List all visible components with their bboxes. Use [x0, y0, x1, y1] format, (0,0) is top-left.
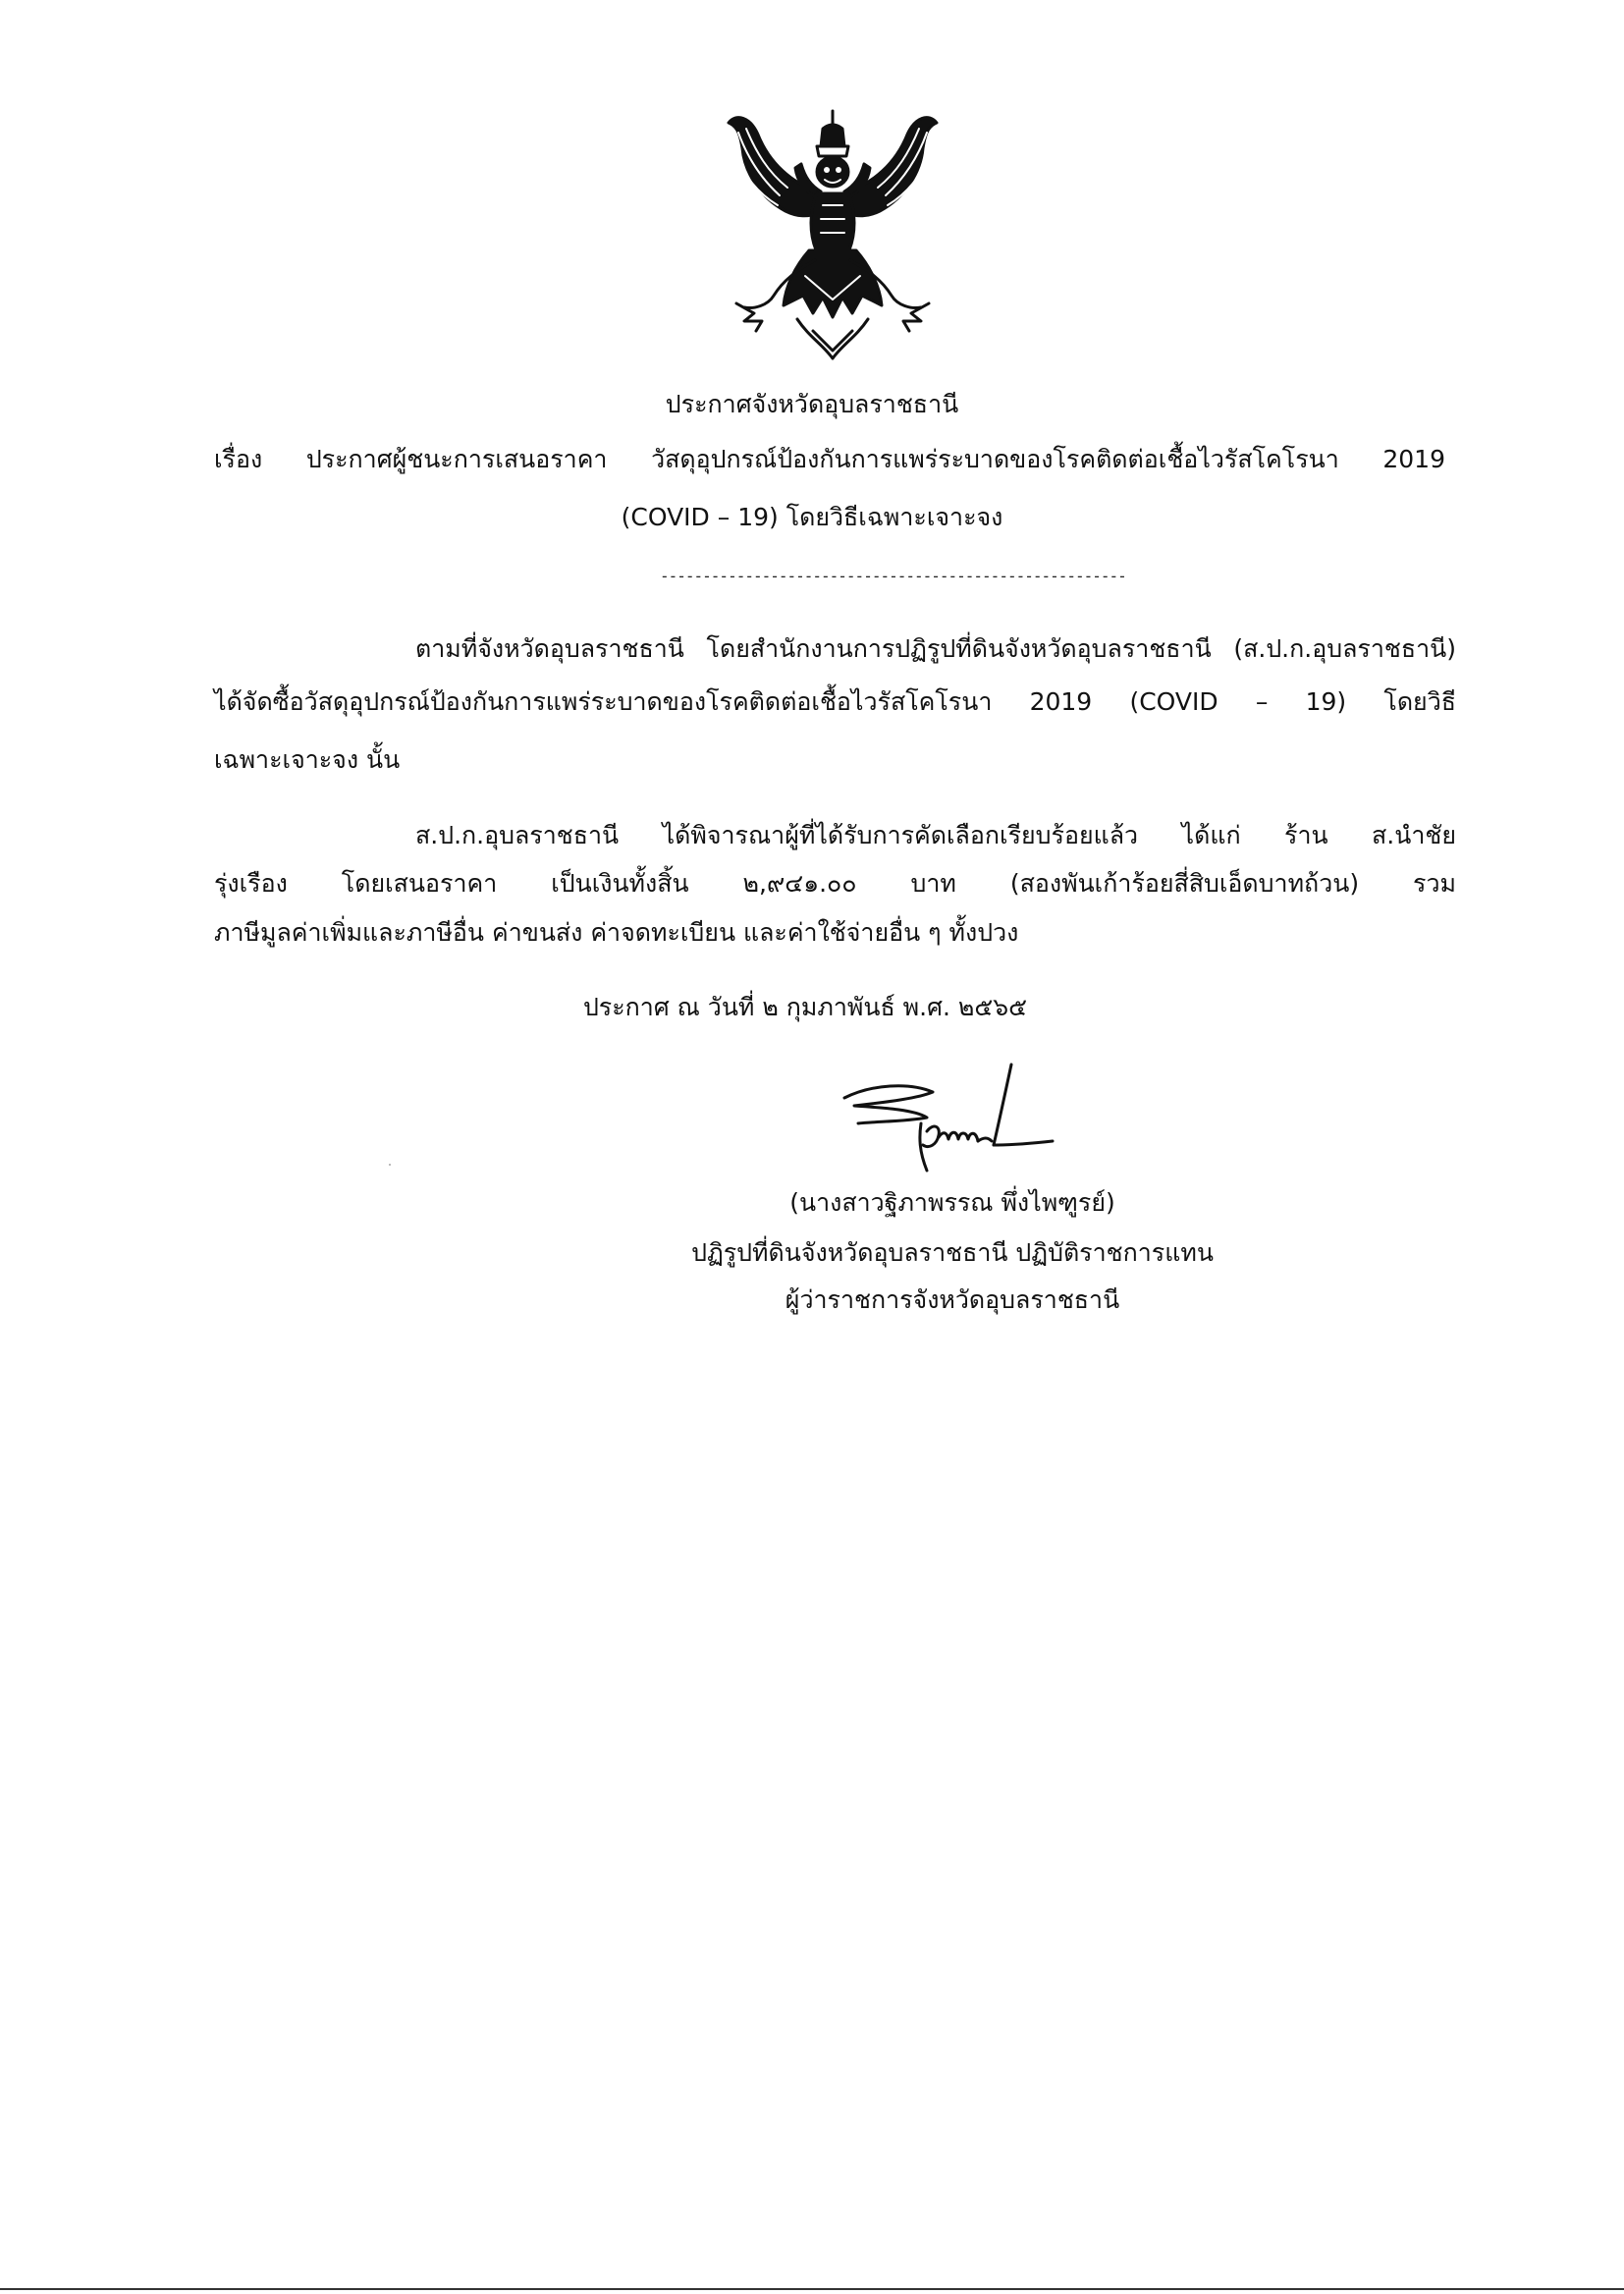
header-separator: ------------------------------------------------------- — [660, 567, 1126, 585]
handwritten-signature-icon — [825, 1063, 1060, 1188]
scan-speck — [389, 1164, 391, 1166]
announcement-title: ประกาศจังหวัดอุบลราชธานี — [665, 390, 959, 418]
signatory-position-line-2: ผู้ว่าราชการจังหวัดอุบลราชธานี — [785, 1285, 1120, 1314]
paragraph-1-line-2: ได้จัดซื้อวัสดุอุปกรณ์ป้องกันการแพร่ระบาดของโรคติดต่อเชื้อไวรัสโคโรนา 2019 (COVID – 19) โดยวิธี — [214, 687, 1456, 716]
paragraph-2-line-1: ส.ป.ก.อุบลราชธานี ได้พิจารณาผู้ที่ได้รับการคัดเลือกเรียบร้อยแล้ว ได้แก่ ร้าน ส.นำชัย — [415, 821, 1456, 849]
announcement-date: ประกาศ ณ วันที่ ๒ กุมภาพันธ์ พ.ศ. ๒๕๖๕ — [582, 993, 1028, 1021]
paragraph-1-line-1: ตามที่จังหวัดอุบลราชธานี โดยสำนักงานการปฏิรูปที่ดินจังหวัดอุบลราชธานี (ส.ป.ก.อุบลราชธานี) — [415, 634, 1456, 663]
paragraph-2-line-2: รุ่งเรือง โดยเสนอราคา เป็นเงินทั้งสิ้น ๒,๙๔๑.๐๐ บาท (สองพันเก้าร้อยสี่สิบเอ็ดบาทถ้วน) รวม — [214, 869, 1456, 898]
subject-line-2: (COVID – 19) โดยวิธีเฉพาะเจาะจง — [621, 503, 1003, 531]
scan-bottom-edge — [0, 2288, 1624, 2290]
signatory-name: (นางสาวฐิภาพรรณ พึ่งไพฑูรย์) — [789, 1188, 1115, 1217]
subject-line-1: เรื่อง ประกาศผู้ชนะการเสนอราคา วัสดุอุปกรณ์ป้องกันการแพร่ระบาดของโรคติดต่อเชื้อไวรัสโคโรนา 2019 — [214, 445, 1445, 473]
signatory-position-line-1: ปฏิรูปที่ดินจังหวัดอุบลราชธานี ปฏิบัติราชการแทน — [691, 1238, 1214, 1267]
paragraph-2-line-3: ภาษีมูลค่าเพิ่มและภาษีอื่น ค่าขนส่ง ค่าจดทะเบียน และค่าใช้จ่ายอื่น ๆ ทั้งปวง — [214, 918, 1019, 947]
garuda-emblem-icon — [715, 103, 950, 366]
paragraph-1-line-3: เฉพาะเจาะจง นั้น — [214, 745, 401, 774]
